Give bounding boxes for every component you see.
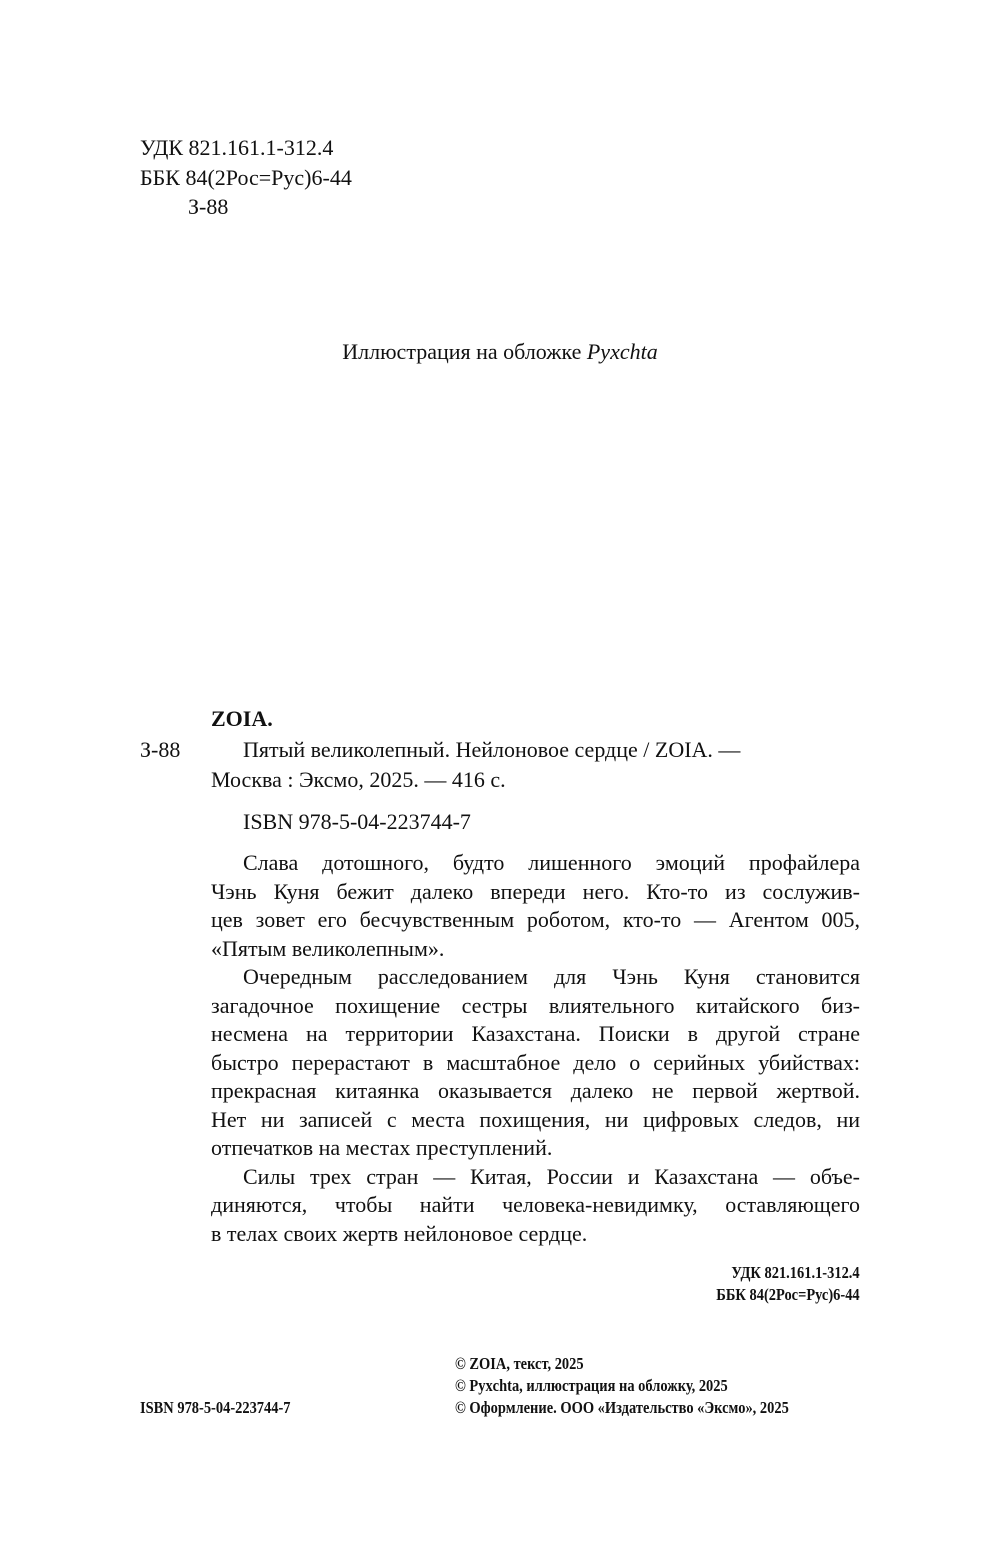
footer-codes — [717, 1262, 860, 1306]
annotation-line: прекрасная китаянка оказывается далеко не первой жертвой. — [211, 1078, 860, 1103]
copyright-block — [455, 1353, 789, 1419]
footer-isbn: ISBN 978-5-04-223744-7 — [140, 1398, 291, 1417]
entry-title-line1: Пятый великолепный. Нейлоновое сердце / ZOIA. — — [243, 737, 741, 762]
copyright-line: © ZOIA, текст, 2025 — [455, 1354, 584, 1373]
entry-call-mark: З-88 — [140, 737, 181, 762]
annotation-line: Силы трех стран — Китая, России и Казахстана — объе- — [243, 1163, 860, 1189]
annotation-line: Очередным расследованием для Чэнь Куня становится — [243, 964, 860, 989]
author-mark: З-88 — [188, 194, 229, 219]
annotation-line: Чэнь Куня бежит далеко впереди него. Кто-то из сослужив- — [211, 878, 860, 904]
annotation-line: отпечатков на местах преступлений. — [211, 1135, 553, 1160]
annotation-line: цев зовет его бесчувственным роботом, кто-то — Агентом 005, — [211, 907, 860, 932]
annotation-line: «Пятым великолепным». — [211, 935, 445, 961]
illustration-artist: Pyxchta — [586, 339, 658, 364]
classification-codes — [140, 133, 352, 222]
annotation-line: Нет ни записей с места похищения, ни цифровых следов, ни — [211, 1106, 860, 1132]
illustration-label: Иллюстрация на обложке — [342, 339, 582, 364]
annotation-line: Слава дотошного, будто лишенного эмоций профайлера — [243, 850, 860, 875]
annotation-line: в телах своих жертв нейлоновое сердце. — [211, 1220, 588, 1246]
annotation-line: быстро перерастают в масштабное дело о серийных убийствах: — [211, 1049, 860, 1075]
annotation-line: загадочное похищение сестры влиятельного китайского биз- — [211, 992, 860, 1018]
udk-code: УДК 821.161.1-312.4 — [140, 135, 334, 160]
annotation-line: диняются, чтобы найти человека-невидимку, оставляющего — [211, 1192, 860, 1217]
annotation-paragraph — [211, 1163, 860, 1249]
annotation-paragraph — [211, 849, 860, 963]
entry-isbn: ISBN 978-5-04-223744-7 — [243, 809, 471, 834]
bbk-code: ББК 84(2Рос=Рус)6-44 — [140, 164, 352, 190]
entry-title-line2: Москва : Эксмо, 2025. — 416 с. — [211, 767, 506, 792]
copyright-line: © Pyxchta, иллюстрация на обложку, 2025 — [455, 1376, 728, 1395]
entry-author: ZOIA. — [211, 706, 273, 731]
annotation-line: несмена на территории Казахстана. Поиски в другой стране — [211, 1021, 860, 1046]
footer-bbk: ББК 84(2Рос=Рус)6-44 — [716, 1285, 860, 1304]
annotation — [211, 849, 860, 1248]
illustration-credit — [0, 337, 1000, 367]
annotation-paragraph — [211, 963, 860, 1163]
copyright-line: © Оформление. ООО «Издательство «Эксмо», 2025 — [455, 1398, 789, 1417]
footer-udk: УДК 821.161.1-312.4 — [731, 1263, 860, 1282]
